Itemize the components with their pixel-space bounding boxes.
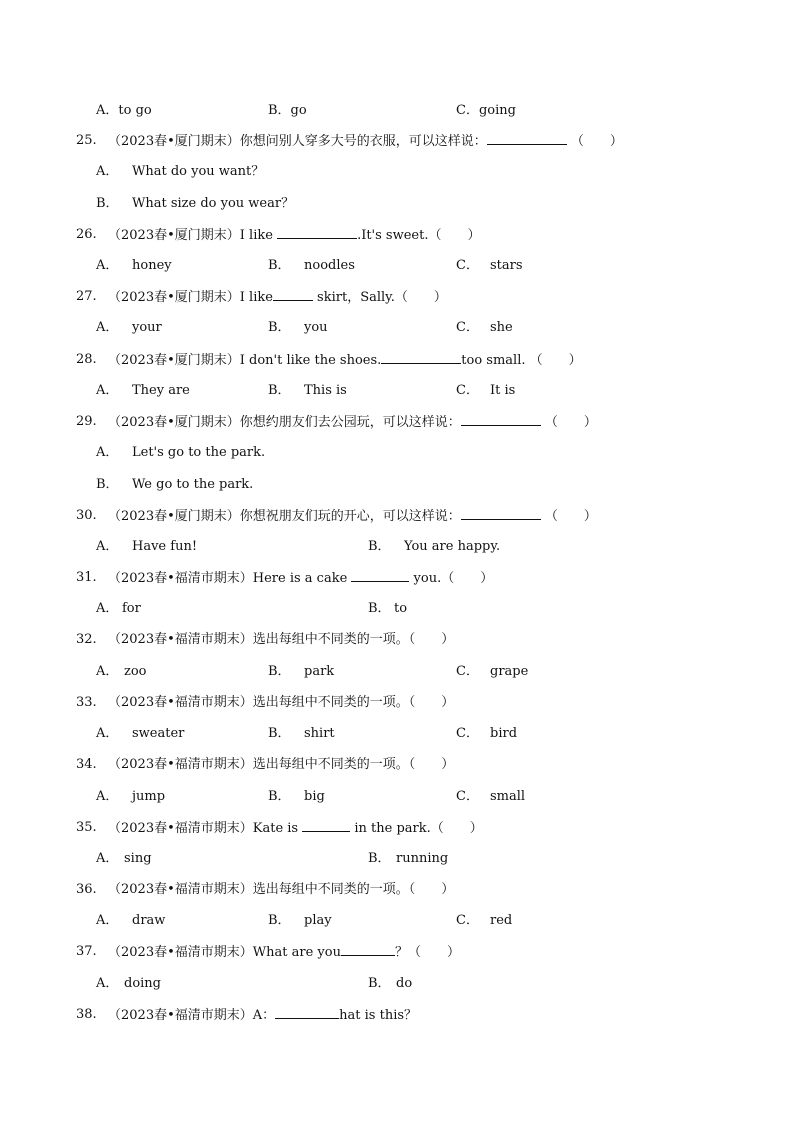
question-prompt: Kate is xyxy=(252,821,303,836)
question-number: 32. xyxy=(76,632,97,647)
option-text[interactable]: They are xyxy=(132,383,190,398)
option-text[interactable]: do xyxy=(396,976,413,991)
answer-blank[interactable] xyxy=(277,224,357,239)
question-source: （2023春•福清市期末） xyxy=(108,695,253,710)
answer-parentheses[interactable]: （ ） xyxy=(529,353,582,368)
question-text xyxy=(108,567,493,590)
option-text[interactable]: she xyxy=(490,320,513,335)
option-text[interactable]: sing xyxy=(124,851,152,866)
option-letter[interactable]: B． xyxy=(268,726,291,741)
question-text xyxy=(108,879,454,901)
question-prompt-end: hat is this？ xyxy=(339,1008,418,1023)
option-text[interactable]: doing xyxy=(124,976,162,991)
question-number: 30. xyxy=(76,508,97,523)
option-text[interactable]: draw xyxy=(132,913,166,928)
question-source: （2023春•福清市期末） xyxy=(108,945,253,960)
question-prompt-end: .It's sweet. xyxy=(357,228,429,243)
question-prompt: 你想祝朋友们玩的开心，可以这样说： xyxy=(239,509,461,524)
question-number: 35. xyxy=(76,820,97,835)
question-text xyxy=(108,1004,417,1027)
option-text[interactable]: honey xyxy=(132,258,172,273)
answer-blank[interactable] xyxy=(351,567,409,582)
question-source: （2023春•厦门期末） xyxy=(108,228,240,243)
question-number: 26. xyxy=(76,227,97,242)
option-letter[interactable]: C． xyxy=(456,258,479,273)
option-letter[interactable]: A． xyxy=(96,258,119,273)
question-text xyxy=(108,130,623,153)
option-letter[interactable]: B． xyxy=(368,539,391,554)
question-number: 36. xyxy=(76,882,97,897)
question-source: （2023春•厦门期末） xyxy=(108,134,240,149)
answer-parentheses[interactable]: （ ） xyxy=(408,882,455,897)
question-source: （2023春•福清市期末） xyxy=(108,757,253,772)
answer-blank[interactable] xyxy=(275,1004,339,1019)
option-text[interactable]: noodles xyxy=(304,258,355,273)
question-source: （2023春•福清市期末） xyxy=(108,882,253,897)
question-prompt: I like xyxy=(239,228,278,243)
question-number: 38. xyxy=(76,1007,97,1022)
option-letter[interactable]: A． xyxy=(96,445,119,460)
question-number: 25. xyxy=(76,133,97,148)
answer-parentheses[interactable]: （ ） xyxy=(544,509,597,524)
answer-blank[interactable] xyxy=(302,817,350,832)
answer-parentheses[interactable]: （ ） xyxy=(408,695,455,710)
answer-blank[interactable] xyxy=(341,941,395,956)
question-number: 37. xyxy=(76,944,97,959)
answer-parentheses[interactable]: （ ） xyxy=(430,821,483,836)
option-text[interactable]: shirt xyxy=(304,726,335,741)
option-letter[interactable]: B． xyxy=(368,976,391,991)
answer-parentheses[interactable]: （ ） xyxy=(428,228,481,243)
option-letter[interactable]: A． xyxy=(96,913,119,928)
question-number: 31. xyxy=(76,570,97,585)
option-text[interactable]: play xyxy=(304,913,332,928)
question-text xyxy=(108,817,483,840)
option-letter[interactable]: A． xyxy=(96,601,119,616)
option-letter[interactable]: C． xyxy=(456,383,479,398)
question-text xyxy=(108,411,597,434)
option-letter[interactable]: A． xyxy=(96,320,119,335)
question-prompt: A： xyxy=(252,1008,276,1023)
answer-parentheses[interactable]: （ ） xyxy=(407,945,460,960)
option-text[interactable]: to xyxy=(394,601,408,616)
question-prompt: 选出每组中不同类的一项。 xyxy=(252,757,409,772)
question-prompt: 选出每组中不同类的一项。 xyxy=(252,695,409,710)
answer-parentheses[interactable]: （ ） xyxy=(570,134,623,149)
question-prompt-end: too small. xyxy=(461,353,526,368)
option-letter[interactable]: B． xyxy=(268,789,291,804)
question-number: 33. xyxy=(76,695,97,710)
question-text xyxy=(108,505,597,528)
option-letter[interactable]: A． xyxy=(96,726,119,741)
question-text xyxy=(108,349,582,372)
question-text xyxy=(108,286,447,309)
answer-blank[interactable] xyxy=(273,286,313,301)
question-number: 29. xyxy=(76,414,97,429)
option-letter[interactable]: B． xyxy=(96,196,119,211)
option-letter[interactable]: B． xyxy=(96,477,119,492)
question-prompt: 选出每组中不同类的一项。 xyxy=(252,632,409,647)
question-source: （2023春•厦门期末） xyxy=(108,415,240,430)
question-number: 27. xyxy=(76,289,97,304)
option-text[interactable]: We go to the park. xyxy=(132,477,254,492)
option-text[interactable]: You are happy. xyxy=(404,539,501,554)
option-letter[interactable]: A． xyxy=(96,164,119,179)
option-text[interactable]: What do you want？ xyxy=(132,164,265,179)
option-text[interactable]: This is xyxy=(304,383,347,398)
answer-parentheses[interactable]: （ ） xyxy=(441,571,494,586)
option-letter[interactable]: C． xyxy=(456,664,479,679)
question-source: （2023春•福清市期末） xyxy=(108,632,253,647)
option-letter[interactable]: C． xyxy=(456,320,479,335)
q24-option-b: B．go xyxy=(268,103,307,118)
option-letter[interactable]: C． xyxy=(456,789,479,804)
option-letter[interactable]: B． xyxy=(268,383,291,398)
question-prompt-end: in the park. xyxy=(350,821,431,836)
option-text[interactable]: red xyxy=(490,913,513,928)
question-prompt-end: skirt，Sally. xyxy=(312,290,395,305)
question-source: （2023春•厦门期末） xyxy=(108,509,240,524)
question-prompt: Here is a cake xyxy=(252,571,352,586)
q24-option-c: C．going xyxy=(456,103,516,118)
option-letter[interactable]: B． xyxy=(368,851,391,866)
option-letter[interactable]: A． xyxy=(96,976,119,991)
question-source: （2023春•福清市期末） xyxy=(108,821,253,836)
question-source: （2023春•厦门期末） xyxy=(108,353,240,368)
option-text[interactable]: stars xyxy=(490,258,523,273)
option-text[interactable]: What size do you wear？ xyxy=(132,196,295,211)
question-prompt: What are you xyxy=(252,945,341,960)
question-source: （2023春•福清市期末） xyxy=(108,571,253,586)
question-prompt: 选出每组中不同类的一项。 xyxy=(252,882,409,897)
option-text[interactable]: sweater xyxy=(132,726,185,741)
option-letter[interactable]: A． xyxy=(96,789,119,804)
question-prompt-end: you. xyxy=(409,571,442,586)
question-text xyxy=(108,629,454,651)
option-letter[interactable]: A． xyxy=(96,664,119,679)
option-text[interactable]: Let's go to the park. xyxy=(132,445,266,460)
answer-blank[interactable] xyxy=(461,505,541,520)
question-number: 34. xyxy=(76,757,97,772)
question-source: （2023春•福清市期末） xyxy=(108,1008,253,1023)
option-letter[interactable]: B． xyxy=(268,258,291,273)
option-text[interactable]: Have fun! xyxy=(132,539,198,554)
option-text[interactable]: running xyxy=(396,851,449,866)
option-text[interactable]: It is xyxy=(490,383,516,398)
answer-parentheses[interactable]: （ ） xyxy=(544,415,597,430)
option-text[interactable]: zoo xyxy=(124,664,147,679)
answer-parentheses[interactable]: （ ） xyxy=(408,757,455,772)
answer-blank[interactable] xyxy=(461,411,541,426)
answer-blank[interactable] xyxy=(487,130,567,145)
question-text xyxy=(108,692,454,714)
option-letter[interactable]: B． xyxy=(268,913,291,928)
option-letter[interactable]: B． xyxy=(268,320,291,335)
option-text[interactable]: big xyxy=(304,789,325,804)
question-prompt: I like xyxy=(239,290,273,305)
answer-parentheses[interactable]: （ ） xyxy=(408,632,455,647)
question-prompt: 你想约朋友们去公园玩，可以这样说： xyxy=(239,415,461,430)
option-letter[interactable]: C． xyxy=(456,726,479,741)
question-source: （2023春•厦门期末） xyxy=(108,290,240,305)
option-text[interactable]: bird xyxy=(490,726,518,741)
option-text[interactable]: small xyxy=(490,789,526,804)
question-number: 28. xyxy=(76,352,97,367)
option-letter[interactable]: B． xyxy=(268,664,291,679)
answer-parentheses[interactable]: （ ） xyxy=(394,290,447,305)
option-letter[interactable]: A． xyxy=(96,851,119,866)
question-prompt-end: ？ xyxy=(394,945,408,960)
question-prompt: 你想问别人穿多大号的衣服，可以这样说： xyxy=(239,134,487,149)
question-text xyxy=(108,941,460,964)
option-letter[interactable]: A． xyxy=(96,539,119,554)
option-letter[interactable]: B． xyxy=(368,601,391,616)
option-letter[interactable]: A． xyxy=(96,383,119,398)
answer-blank[interactable] xyxy=(381,349,461,364)
option-text[interactable]: jump xyxy=(132,789,166,804)
question-prompt: I don't like the shoes. xyxy=(239,353,382,368)
question-text xyxy=(108,224,481,247)
option-text[interactable]: your xyxy=(132,320,162,335)
option-text[interactable]: park xyxy=(304,664,335,679)
option-text[interactable]: grape xyxy=(490,664,529,679)
q24-option-a: A．to go xyxy=(96,103,152,118)
option-letter[interactable]: C． xyxy=(456,913,479,928)
option-text[interactable]: you xyxy=(304,320,328,335)
question-text xyxy=(108,754,454,776)
option-text[interactable]: for xyxy=(122,601,141,616)
